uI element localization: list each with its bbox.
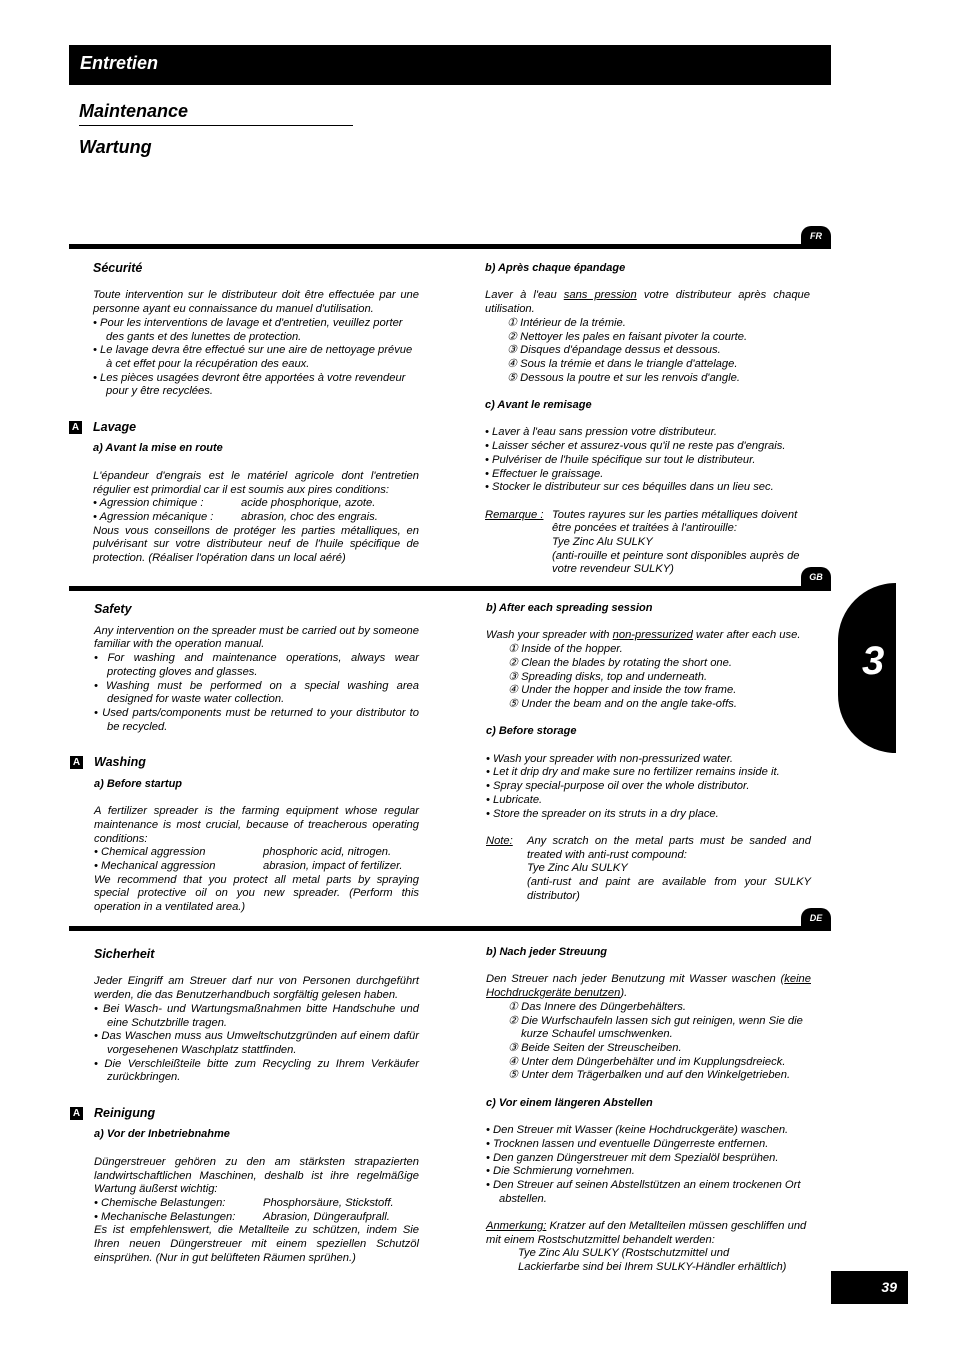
- bullet: • Used parts/components must be returned to your distributor to be recycled.: [94, 706, 419, 733]
- subheading: b) Après chaque épandage: [485, 262, 626, 274]
- note-label: Anmerkung:: [486, 1220, 547, 1232]
- bullet: • Lubricate.: [486, 793, 543, 806]
- de-right-column: [486, 946, 811, 1275]
- chapter-tab: [838, 583, 896, 753]
- paragraph: Den Streuer nach jeder Benutzung mit Wasser waschen (keine Hochdruckgeräte benutzen).: [486, 973, 811, 1000]
- note-text: (anti-rouille et peinture sont disponibles auprès de votre revendeur SULKY): [552, 549, 800, 576]
- numbered-item: ① Das Innere des Düngerbehälters.: [508, 1000, 686, 1013]
- language-flag-de: DE: [801, 908, 831, 928]
- note-label: Note:: [486, 834, 513, 847]
- note-text: Lackierfarbe sind bei Ihrem SULKY-Händler erhältlich): [518, 1261, 787, 1274]
- heading: A Reinigung: [94, 1107, 419, 1121]
- paragraph: Es ist empfehlenswert, die Metallteile zu schützen, indem Sie Ihren neuen Düngerstreuer mit einem speziellen Schutzöl einsprühen. (Nur in gut belüfteten Räumen sprühen.): [94, 1224, 419, 1264]
- note-block: [486, 835, 811, 904]
- numbered-item: ① Inside of the hopper.: [508, 643, 623, 656]
- tab-row: • Chemische Belastungen: Phosphorsäure, Stickstoff.: [94, 1196, 394, 1209]
- subheading: a) Avant la mise en route: [93, 442, 223, 455]
- note-text: Any scratch on the metal parts must be sanded and treated with anti-rust compound:: [527, 834, 811, 861]
- bullet: • Wash your spreader with non-pressurized water.: [486, 752, 734, 765]
- bullet: • Den Streuer mit Wasser (keine Hochdruckgeräte) waschen.: [486, 1124, 789, 1137]
- bullet: • Spray special-purpose oil over the whole distributor.: [486, 780, 750, 793]
- de-left-column: [72, 947, 419, 1265]
- paragraph: Nous vous conseillons de protéger les parties métalliques, en pulvérisant sur votre distributeur neuf de l'huile spécifique de protection. (Réaliser l'opération dans un local aéré): [93, 524, 419, 565]
- subheading: c) Before storage: [486, 725, 577, 738]
- bullet: • Pulvériser de l'huile spécifique sur tout le distributeur.: [485, 453, 756, 466]
- bullet: • Les pièces usagées devront être apportées à votre revendeur pour y être recyclées.: [93, 371, 406, 398]
- subheading: b) Nach jeder Streuung: [486, 946, 608, 958]
- language-flag-gb: GB: [801, 567, 831, 587]
- fr-right-column: [485, 262, 810, 577]
- note-block: [486, 1220, 811, 1275]
- numbered-item: ④ Sous la trémie et dans le triangle d'attelage.: [507, 357, 738, 370]
- numbered-item: ⑤ Dessous la poutre et sur les renvois d'angle.: [507, 371, 740, 384]
- numbered-item: ⑤ Unter dem Trägerbalken und auf den Winkelgetrieben.: [508, 1069, 791, 1082]
- note-text: Tye Zinc Alu SULKY: [527, 862, 628, 875]
- paragraph: We recommend that you protect all metal parts by spraying special protective oil on you new spreader. (Perform this operation in a ventilated area.): [94, 873, 419, 914]
- numbered-item: ① Intérieur de la trémie.: [507, 316, 626, 329]
- paragraph: L'épandeur d'engrais est le matériel agricole dont l'entretien régulier est primordial car il est soumis aux pires conditions:: [93, 469, 419, 496]
- tab-row: • Agression chimique : acide phosphorique, azote.: [93, 497, 376, 510]
- paragraph: Any intervention on the spreader must be carried out by someone familiar with the operation manual.: [94, 624, 419, 651]
- heading: Sécurité: [93, 261, 143, 275]
- bullet: • For washing and maintenance operations, always wear protecting gloves and glasses.: [94, 652, 419, 678]
- section-divider-de: [69, 926, 831, 931]
- bullet: • Le lavage devra être effectué sur une aire de nettoyage prévue à cet effet pour la récupération des eaux.: [93, 344, 413, 370]
- numbered-item: ④ Unter dem Düngerbehälter und im Kupplungsdreieck.: [508, 1055, 786, 1068]
- fr-left-column: [71, 261, 419, 566]
- bullet: • Den Streuer auf seinen Abstellstützen an einem trockenen Ort abstellen.: [486, 1178, 801, 1205]
- bullet: • Laver à l'eau sans pression votre distributeur.: [485, 426, 717, 439]
- heading: A Lavage: [93, 421, 419, 435]
- note-text: (anti-rust and paint are available from your SULKY distributor): [527, 876, 811, 902]
- gb-left-column: [72, 602, 419, 915]
- note-text: Toutes rayures sur les parties métalliques doivent être poncées et traitées à l'antirouille:: [552, 508, 798, 535]
- note-text: Tye Zinc Alu SULKY (Rostschutzmittel und: [518, 1247, 730, 1260]
- chapter-number: 3: [862, 639, 885, 683]
- subtitle-en: Maintenance: [79, 101, 189, 121]
- subheading: c) Vor einem längeren Abstellen: [486, 1096, 653, 1109]
- bullet: • Trocknen lassen und eventuelle Düngerreste entfernen.: [486, 1137, 769, 1150]
- section-divider-gb: [69, 586, 831, 591]
- subheading: a) Before startup: [94, 777, 183, 790]
- page-number: 39: [881, 1279, 897, 1295]
- bullet: • Die Schmierung vornehmen.: [486, 1165, 635, 1178]
- subtitle-de: Wartung: [79, 137, 152, 157]
- gb-right-column: [486, 602, 811, 903]
- numbered-item: ② Nettoyer les pales en faisant pivoter la courte.: [507, 330, 748, 343]
- subheading: c) Avant le remisage: [485, 399, 592, 411]
- chapter-title: Entretien: [80, 53, 159, 73]
- section-marker-a: A: [70, 1107, 83, 1120]
- paragraph: Jeder Eingriff am Streuer darf nur von Personen durchgeführt werden, die das Benutzerhandbuch sorgfältig gelesen haben.: [94, 975, 419, 1002]
- note-text: Tye Zinc Alu SULKY: [552, 536, 653, 548]
- bullet: • Effectuer le graissage.: [485, 467, 604, 480]
- subheading: b) After each spreading session: [486, 602, 653, 614]
- bullet: • Den ganzen Düngerstreuer mit dem Spezialöl besprühen.: [486, 1151, 779, 1164]
- note-block: [485, 509, 810, 578]
- numbered-item: ⑤ Under the beam and on the angle take-offs.: [508, 697, 737, 710]
- paragraph: Wash your spreader with non-pressurized water after each use.: [486, 629, 801, 642]
- bullet: • Pour les interventions de lavage et d'entretien, veuillez porter des gants et des lunettes de protection.: [93, 316, 403, 343]
- bullet: • Store the spreader on its struts in a dry place.: [486, 807, 719, 820]
- numbered-item: ② Clean the blades by rotating the short one.: [508, 656, 732, 669]
- section-divider-fr: [69, 244, 831, 249]
- numbered-item: ③ Beide Seiten der Streuscheiben.: [508, 1041, 682, 1054]
- bullet: • Let it drip dry and make sure no fertilizer remains inside it.: [486, 766, 780, 779]
- language-flag-fr: FR: [801, 226, 831, 246]
- note-label: Remarque :: [485, 508, 544, 521]
- numbered-item: ③ Disques d'épandage dessus et dessous.: [507, 344, 721, 357]
- heading: Sicherheit: [94, 947, 155, 961]
- heading: Safety: [94, 602, 132, 616]
- bullet: • Bei Wasch- und Wartungsmaßnahmen bitte Handschuhe und eine Schutzbrille tragen.: [94, 1002, 419, 1029]
- section-marker-a: A: [69, 421, 82, 434]
- paragraph: A fertilizer spreader is the farming equipment whose regular maintenance is most crucial, because of treacherous operating conditions:: [94, 805, 419, 845]
- bullet: • Stocker le distributeur sur ces béquilles dans un lieu sec.: [485, 481, 774, 494]
- heading: A Washing: [94, 756, 419, 770]
- numbered-item: ② Die Wurfschaufeln lassen sich gut reinigen, wenn Sie die kurze Schaufel umschwenken.: [508, 1014, 803, 1041]
- subtitle-underline: [79, 125, 353, 126]
- paragraph: Toute intervention sur le distributeur doit être effectuée par une personne ayant eu connaissance du manuel d'utilisation.: [93, 289, 419, 316]
- section-marker-a: A: [70, 756, 83, 769]
- numbered-item: ③ Spreading disks, top and underneath.: [508, 670, 708, 683]
- paragraph: Laver à l'eau sans pression votre distributeur après chaque utilisation.: [485, 289, 810, 316]
- tab-row: • Mechanical aggression abrasion, impact of fertilizer.: [94, 859, 403, 872]
- chapter-header-bar: [69, 45, 831, 85]
- subheading: a) Vor der Inbetriebnahme: [94, 1128, 230, 1141]
- bullet: • Laisser sécher et assurez-vous qu'il ne reste pas d'engrais.: [485, 440, 786, 453]
- tab-row: • Mechanische Belastungen: Abrasion, Düngeraufprall.: [94, 1210, 390, 1223]
- page-number-box: [831, 1271, 908, 1304]
- numbered-item: ④ Under the hopper and inside the tow frame.: [508, 684, 737, 697]
- paragraph: Düngerstreuer gehören zu den am stärksten strapazierten landwirtschaftlichen Maschinen, deshalb ist ihre regelmäßige Wartung äußerst wichtig:: [94, 1155, 419, 1196]
- bullet: • Die Verschleißteile bitte zum Recycling zu Ihrem Verkäufer zurückbringen.: [94, 1057, 419, 1084]
- tab-row: • Chemical aggression phosphoric acid, nitrogen.: [94, 846, 392, 859]
- note-text: Anmerkung: Kratzer auf den Metallteilen müssen geschliffen und mit einem Rostschutzmittel behandelt werden:: [486, 1220, 807, 1246]
- bullet: • Das Waschen muss aus Umweltschutzgründen auf einem dafür vorgesehenen Waschplatz stattfinden.: [94, 1030, 419, 1056]
- tab-row: • Agression mécanique : abrasion, choc des engrais.: [93, 510, 378, 523]
- bullet: • Washing must be performed on a special washing area designed for waste water collection.: [94, 679, 419, 706]
